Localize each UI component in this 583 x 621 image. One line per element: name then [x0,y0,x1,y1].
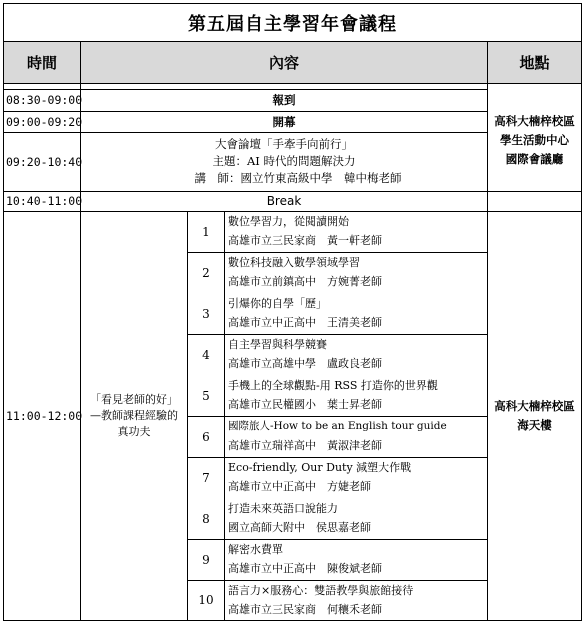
session-number: 7 [202,470,210,485]
workshop-theme [81,211,187,621]
session-title: 國際旅人-How to be an English tour guide [228,420,447,432]
session-speaker: 國立高師大附中 侯思嘉老師 [228,521,371,534]
time-cell: 09:20-10:40 [6,154,83,169]
session-title: Eco-friendly, Our Duty 減塑大作戰 [228,461,412,474]
rule [187,580,487,581]
session-number: 4 [202,347,210,362]
header-content: 內容 [81,42,487,83]
rule [224,211,225,621]
session-number: 5 [202,388,210,403]
session-number: 2 [202,265,210,280]
venue-line: 高科大楠梓校區 [494,399,575,413]
time-cell: 09:00-09:20 [6,114,83,129]
session-speaker: 高雄市立高雄中學 盧政良老師 [228,357,382,370]
forum-topic: 主題：AI 時代的問題解決力 [212,154,356,168]
header-time: 時間 [4,42,80,83]
theme-line: 「看見老師的好」 [90,393,178,406]
session-speaker: 高雄市立民權國小 葉士昇老師 [228,398,382,411]
forum-speaker: 講 師：國立竹東高級中學 韓中梅老師 [194,171,402,185]
session-speaker: 高雄市立中正高中 方婕老師 [228,480,371,493]
forum-block [81,132,487,191]
time-cell: 11:00-12:00 [6,409,83,423]
agenda-table [3,3,582,621]
session-number: 1 [202,224,210,239]
venue-line: 高科大楠梓校區 [494,113,575,128]
theme-line: 真功夫 [117,425,151,438]
theme-line: —教師課程經驗的 [90,409,178,422]
session-title: 語言力×服務心：雙語教學與旅館接待 [228,584,414,597]
session-speaker: 高雄市立三民家商 何穰禾老師 [228,603,382,616]
session-title: 解密水費單 [228,543,283,556]
session-title: 數位科技融入數學領域學習 [228,256,360,269]
venue-line: 學生活動中心 [500,132,569,147]
session-title: 打造未來英語口說能力 [228,502,338,515]
page-title: 第五屆自主學習年會議程 [188,13,397,35]
forum-title: 大會論壇「手牽手向前行」 [215,137,353,151]
time-cell: 10:40-11:00 [6,194,83,208]
venue-line: 國際會議廳 [505,151,564,166]
rule [187,334,487,335]
session-title: 手機上的全球觀點-用 RSS 打造你的世界觀 [228,379,438,392]
rule [187,457,487,458]
venue-line: 海天樓 [517,418,552,432]
session-speaker: 高雄市立前鎮高中 方婉菁老師 [228,275,382,288]
session-speaker: 高雄市立中正高中 陳俊斌老師 [228,562,382,575]
session-speaker: 高雄市立瑞祥高中 黃淑津老師 [228,439,382,452]
header-place: 地點 [488,42,581,83]
venue-workshop [488,211,581,621]
rule [187,416,487,417]
session-number: 6 [202,429,210,444]
session-number: 3 [202,306,210,321]
opening-label: 開幕 [272,114,296,129]
checkin-label: 報到 [272,93,296,107]
break-label: Break [266,194,302,208]
rule [187,252,487,253]
session-speaker: 高雄市立中正高中 王清美老師 [228,316,382,329]
time-cell: 08:30-09:00 [6,93,83,107]
session-title: 數位學習力，從閱讀開始 [228,215,349,228]
session-title: 引爆你的自學「歷」 [228,297,327,310]
rule [4,83,581,84]
session-number: 8 [202,511,210,526]
session-title: 自主學習與科學競賽 [228,338,327,351]
session-number: 10 [198,593,214,607]
session-number: 9 [202,552,210,567]
rule [187,539,487,540]
venue-main [488,89,581,191]
session-speaker: 高雄市立三民家商 黃一軒老師 [228,234,382,247]
